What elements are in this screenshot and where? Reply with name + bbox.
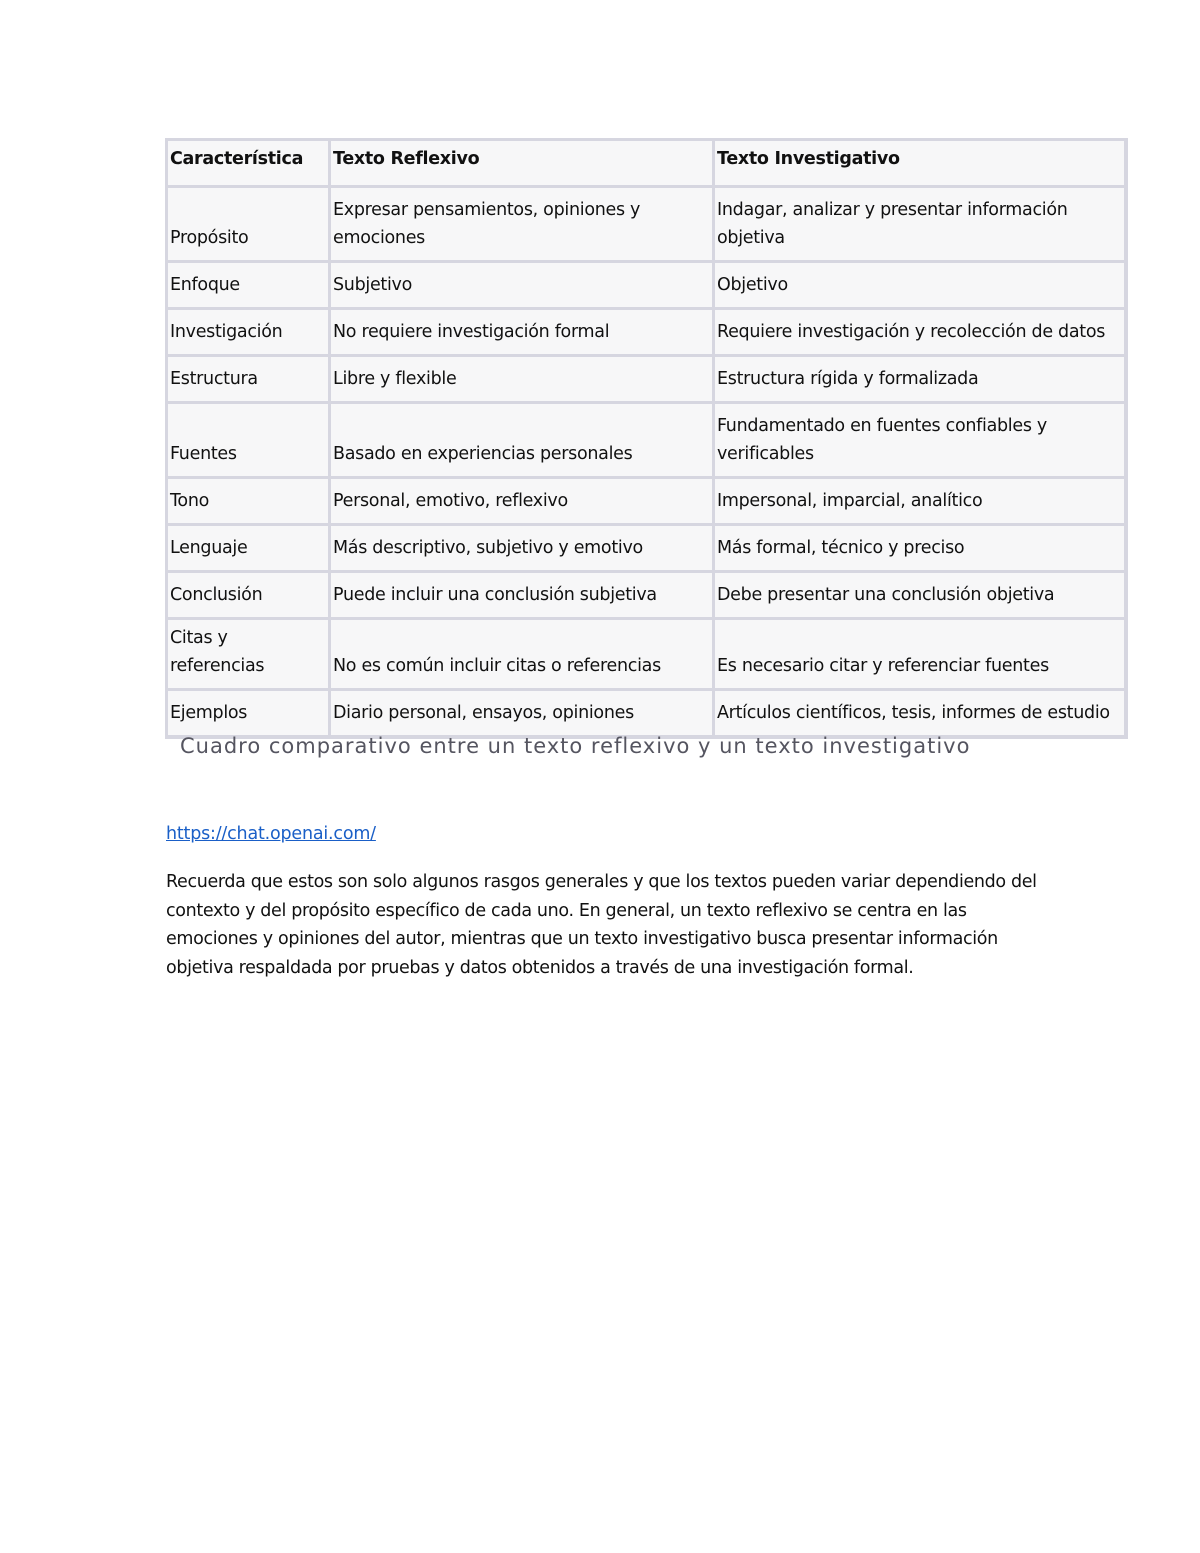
reflexivo-cell: Más descriptivo, subjetivo y emotivo bbox=[330, 525, 714, 572]
header-texto-investigativo: Texto Investigativo bbox=[714, 140, 1126, 187]
body-paragraph: Recuerda que estos son solo algunos rasgos generales y que los textos pueden variar dependiendo del contexto y del propósito específico de cada uno. En general, un texto reflexivo se centra en las emociones y opiniones del autor, mientras que un texto investigativo busca presentar información objetiva respaldada por pruebas y datos obtenidos a través de una investigación formal. bbox=[166, 872, 1037, 978]
investigativo-cell: Debe presentar una conclusión objetiva bbox=[714, 572, 1126, 619]
table-row bbox=[167, 262, 1126, 309]
comparison-table bbox=[165, 138, 1128, 739]
investigativo-cell: Artículos científicos, tesis, informes de estudio bbox=[714, 690, 1126, 737]
source-link[interactable]: https://chat.openai.com/ bbox=[166, 824, 376, 844]
table-row bbox=[167, 187, 1126, 262]
table-row bbox=[167, 309, 1126, 356]
reflexivo-cell: Expresar pensamientos, opiniones y emociones bbox=[330, 187, 714, 262]
header-caracteristica: Característica bbox=[167, 140, 330, 187]
reflexivo-cell: No es común incluir citas o referencias bbox=[330, 619, 714, 690]
table-row bbox=[167, 619, 1126, 690]
row-label: Lenguaje bbox=[167, 525, 330, 572]
table-header-row bbox=[167, 140, 1126, 187]
row-label: Tono bbox=[167, 478, 330, 525]
investigativo-cell: Es necesario citar y referenciar fuentes bbox=[714, 619, 1126, 690]
row-label: Conclusión bbox=[167, 572, 330, 619]
investigativo-cell: Objetivo bbox=[714, 262, 1126, 309]
investigativo-cell: Requiere investigación y recolección de datos bbox=[714, 309, 1126, 356]
row-label: Citas y referencias bbox=[167, 619, 330, 690]
investigativo-cell: Impersonal, imparcial, analítico bbox=[714, 478, 1126, 525]
investigativo-cell: Indagar, analizar y presentar información objetiva bbox=[714, 187, 1126, 262]
table-row bbox=[167, 525, 1126, 572]
table-row bbox=[167, 478, 1126, 525]
table-row bbox=[167, 690, 1126, 737]
investigativo-cell: Fundamentado en fuentes confiables y verificables bbox=[714, 403, 1126, 478]
investigativo-cell: Más formal, técnico y preciso bbox=[714, 525, 1126, 572]
reflexivo-cell: Diario personal, ensayos, opiniones bbox=[330, 690, 714, 737]
reflexivo-cell: Personal, emotivo, reflexivo bbox=[330, 478, 714, 525]
reflexivo-cell: Puede incluir una conclusión subjetiva bbox=[330, 572, 714, 619]
investigativo-cell: Estructura rígida y formalizada bbox=[714, 356, 1126, 403]
table-row bbox=[167, 356, 1126, 403]
row-label: Ejemplos bbox=[167, 690, 330, 737]
reflexivo-cell: No requiere investigación formal bbox=[330, 309, 714, 356]
reflexivo-cell: Subjetivo bbox=[330, 262, 714, 309]
reflexivo-cell: Libre y flexible bbox=[330, 356, 714, 403]
header-texto-reflexivo: Texto Reflexivo bbox=[330, 140, 714, 187]
row-label: Investigación bbox=[167, 309, 330, 356]
row-label: Fuentes bbox=[167, 403, 330, 478]
row-label: Propósito bbox=[167, 187, 330, 262]
table-caption: Cuadro comparativo entre un texto reflexivo y un texto investigativo bbox=[180, 734, 971, 758]
reflexivo-cell: Basado en experiencias personales bbox=[330, 403, 714, 478]
table-row bbox=[167, 572, 1126, 619]
table-row bbox=[167, 403, 1126, 478]
row-label: Enfoque bbox=[167, 262, 330, 309]
row-label: Estructura bbox=[167, 356, 330, 403]
